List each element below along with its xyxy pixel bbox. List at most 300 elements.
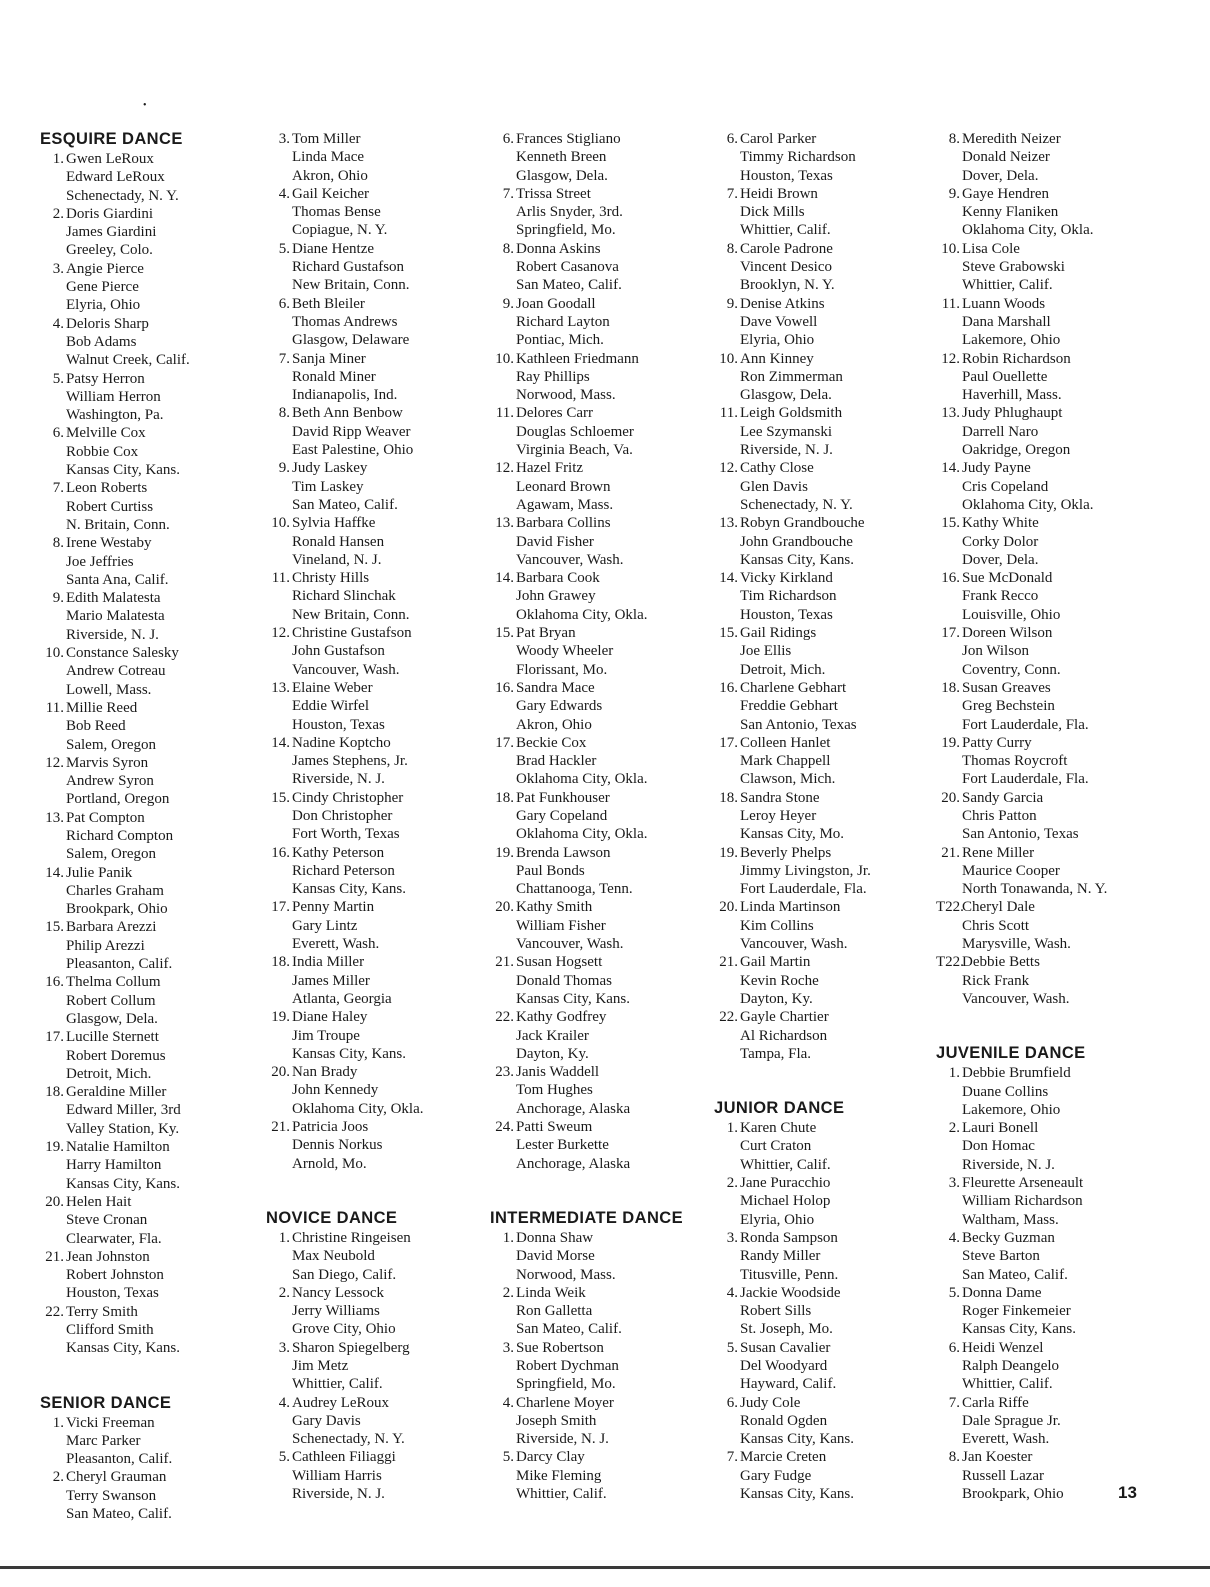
placement-entry bbox=[266, 844, 498, 899]
placement-entry bbox=[266, 898, 498, 953]
hometown: San Antonio, Texas bbox=[740, 716, 857, 733]
placement-entry bbox=[936, 1119, 1168, 1174]
partner-2-name: Philip Arezzi bbox=[66, 937, 145, 954]
partner-2-name: Joe Ellis bbox=[740, 643, 792, 660]
hometown: Titusville, Penn. bbox=[740, 1266, 839, 1283]
placement-number: 3. bbox=[52, 260, 64, 277]
partner-2-name: Richard Compton bbox=[66, 827, 174, 844]
section-spacer bbox=[266, 1173, 498, 1209]
partner-1-name: Nancy Lessock bbox=[292, 1284, 385, 1301]
hometown: Dover, Dela. bbox=[962, 167, 1039, 184]
placement-number: 14. bbox=[495, 570, 514, 587]
placement-entry bbox=[266, 1229, 498, 1284]
hometown: East Palestine, Ohio bbox=[292, 442, 414, 459]
placement-number: 21. bbox=[719, 954, 738, 971]
partner-2-name: Greg Bechstein bbox=[962, 698, 1055, 715]
placement-entry bbox=[490, 624, 722, 679]
partner-2-name: Richard Peterson bbox=[292, 862, 395, 879]
placement-number: 17. bbox=[271, 899, 290, 916]
placement-number: 2. bbox=[52, 205, 64, 222]
placement-number: 12. bbox=[719, 460, 738, 477]
placement-number: 12. bbox=[45, 754, 64, 771]
partner-2-name: Russell Lazar bbox=[962, 1467, 1045, 1484]
placement-entry bbox=[490, 569, 722, 624]
hometown: Washington, Pa. bbox=[66, 407, 164, 424]
placement-entry bbox=[490, 350, 722, 405]
partner-2-name: Woody Wheeler bbox=[516, 643, 614, 660]
partner-1-name: Melville Cox bbox=[66, 425, 146, 442]
partner-2-name: Steve Grabowski bbox=[962, 259, 1065, 276]
partner-2-name: Bob Adams bbox=[66, 333, 137, 350]
hometown: New Britain, Conn. bbox=[292, 606, 410, 623]
partner-2-name: Thomas Roycroft bbox=[962, 753, 1068, 770]
placement-entry bbox=[40, 150, 272, 205]
hometown: North Tonawanda, N. Y. bbox=[962, 881, 1108, 898]
section-title: JUNIOR DANCE bbox=[714, 1099, 845, 1118]
hometown: Norwood, Mass. bbox=[516, 387, 616, 404]
placement-number: 9. bbox=[52, 590, 64, 607]
placement-entry bbox=[266, 679, 498, 734]
partner-2-name: Paul Bonds bbox=[516, 862, 585, 879]
placement-number: 11. bbox=[719, 405, 738, 422]
placement-number: 21. bbox=[45, 1248, 64, 1265]
placement-number: 16. bbox=[45, 974, 64, 991]
placement-entry bbox=[40, 1028, 272, 1083]
partner-1-name: Sandra Mace bbox=[516, 679, 595, 696]
placement-number: 14. bbox=[45, 864, 64, 881]
partner-2-name: Dennis Norkus bbox=[292, 1137, 383, 1154]
placement-number: 18. bbox=[495, 789, 514, 806]
hometown: Vancouver, Wash. bbox=[292, 661, 400, 678]
placement-number: 2. bbox=[502, 1284, 514, 1301]
partner-1-name: Beckie Cox bbox=[516, 734, 587, 751]
hometown: Anchorage, Alaska bbox=[516, 1100, 631, 1117]
placement-number: 4. bbox=[502, 1394, 514, 1411]
placement-number: 7. bbox=[52, 480, 64, 497]
placement-number: 2. bbox=[52, 1469, 64, 1486]
partner-1-name: Gail Keicher bbox=[292, 185, 370, 202]
hometown: Schenectady, N. Y. bbox=[66, 187, 179, 204]
hometown: Kansas City, Kans. bbox=[516, 990, 631, 1007]
hometown: N. Britain, Conn. bbox=[66, 516, 170, 533]
hometown: Riverside, N. J. bbox=[66, 626, 159, 643]
partner-2-name: Lester Burkette bbox=[516, 1137, 609, 1154]
placement-entry bbox=[266, 953, 498, 1008]
placement-number: 7. bbox=[502, 185, 514, 202]
hometown: Vancouver, Wash. bbox=[516, 936, 624, 953]
dance-section bbox=[714, 1099, 946, 1503]
hometown: Houston, Texas bbox=[66, 1285, 159, 1302]
placement-number: 8. bbox=[278, 405, 290, 422]
partner-2-name: Harry Hamilton bbox=[66, 1157, 162, 1174]
hometown: Whittier, Calif. bbox=[740, 222, 831, 239]
column-1 bbox=[40, 130, 272, 1523]
placement-number: 17. bbox=[495, 734, 514, 751]
hometown: Whittier, Calif. bbox=[292, 1376, 383, 1393]
partner-2-name: Robert Casanova bbox=[516, 259, 619, 276]
placement-number: 1. bbox=[278, 1229, 290, 1246]
placement-number: 3. bbox=[278, 1339, 290, 1356]
partner-2-name: Michael Holop bbox=[740, 1193, 831, 1210]
partner-1-name: Heidi Wenzel bbox=[962, 1339, 1044, 1356]
placement-entry bbox=[490, 1284, 722, 1339]
partner-1-name: Donna Askins bbox=[516, 240, 601, 257]
partner-2-name: Kenny Flaniken bbox=[962, 204, 1059, 221]
partner-2-name: Andrew Cotreau bbox=[66, 663, 166, 680]
placement-number: 3. bbox=[502, 1339, 514, 1356]
partner-1-name: Judy Payne bbox=[962, 460, 1031, 477]
partner-2-name: James Giardini bbox=[66, 224, 157, 241]
partner-2-name: Ronald Ogden bbox=[740, 1412, 828, 1429]
hometown: Brooklyn, N. Y. bbox=[740, 277, 835, 294]
partner-1-name: Carol Parker bbox=[740, 131, 817, 147]
partner-1-name: Cheryl Dale bbox=[962, 899, 1035, 916]
placement-number: 17. bbox=[719, 734, 738, 751]
partner-1-name: Leigh Goldsmith bbox=[740, 405, 843, 422]
partner-1-name: Tom Miller bbox=[292, 131, 361, 147]
placement-entry bbox=[936, 1174, 1168, 1229]
placement-entry bbox=[266, 240, 498, 295]
placement-entry bbox=[40, 1193, 272, 1248]
placement-number: 5. bbox=[278, 240, 290, 257]
partner-2-name: Charles Graham bbox=[66, 882, 164, 899]
placement-number: 7. bbox=[278, 350, 290, 367]
section-title: JUVENILE DANCE bbox=[936, 1044, 1086, 1063]
hometown: Everett, Wash. bbox=[292, 936, 380, 953]
partner-1-name: Christine Ringeisen bbox=[292, 1229, 411, 1246]
placement-number: 18. bbox=[45, 1084, 64, 1101]
partner-1-name: Gail Ridings bbox=[740, 625, 817, 642]
dance-section bbox=[266, 1209, 498, 1503]
hometown: Tampa, Fla. bbox=[740, 1045, 812, 1062]
partner-1-name: Pat Bryan bbox=[516, 625, 576, 642]
partner-2-name: Gene Pierce bbox=[66, 279, 139, 296]
placement-entry bbox=[490, 404, 722, 459]
placement-number: 11. bbox=[495, 405, 514, 422]
hometown: Clearwater, Fla. bbox=[66, 1230, 162, 1247]
placement-entry bbox=[40, 644, 272, 699]
partner-1-name: Judy Laskey bbox=[292, 460, 368, 477]
column-3 bbox=[490, 130, 722, 1503]
partner-2-name: James Miller bbox=[292, 972, 370, 989]
partner-2-name: John Kennedy bbox=[292, 1082, 379, 1099]
partner-1-name: Diane Haley bbox=[292, 1009, 368, 1026]
placement-entry bbox=[714, 1174, 946, 1229]
placement-entry bbox=[490, 898, 722, 953]
section-spacer bbox=[714, 1063, 946, 1099]
hometown: Oklahoma City, Okla. bbox=[962, 496, 1094, 513]
partner-1-name: Ronda Sampson bbox=[740, 1229, 838, 1246]
bottom-rule bbox=[0, 1566, 1210, 1569]
hometown: Arnold, Mo. bbox=[292, 1155, 367, 1172]
placement-number: 5. bbox=[948, 1284, 960, 1301]
placement-entry bbox=[490, 1229, 722, 1284]
partner-1-name: Deloris Sharp bbox=[66, 315, 149, 332]
hometown: Louisville, Ohio bbox=[962, 606, 1061, 623]
placement-entry bbox=[490, 1448, 722, 1503]
partner-1-name: Carla Riffe bbox=[962, 1394, 1029, 1411]
hometown: Oklahoma City, Okla. bbox=[962, 222, 1094, 239]
placement-number: 7. bbox=[948, 1394, 960, 1411]
partner-2-name: Richard Gustafson bbox=[292, 259, 405, 276]
partner-2-name: Paul Ouellette bbox=[962, 368, 1048, 385]
hometown: Dayton, Ky. bbox=[740, 990, 813, 1007]
hometown: St. Joseph, Mo. bbox=[740, 1321, 833, 1338]
partner-1-name: Trissa Street bbox=[516, 185, 591, 202]
partner-2-name: Leonard Brown bbox=[516, 478, 611, 495]
partner-1-name: Millie Reed bbox=[66, 699, 138, 716]
hometown: Houston, Texas bbox=[292, 716, 385, 733]
placement-entry bbox=[490, 185, 722, 240]
partner-1-name: Patti Sweum bbox=[516, 1119, 593, 1136]
hometown: Pontiac, Mich. bbox=[516, 332, 604, 349]
placement-number: 20. bbox=[495, 899, 514, 916]
partner-2-name: Vincent Desico bbox=[740, 259, 832, 276]
placement-entry bbox=[40, 205, 272, 260]
partner-2-name: Ralph Deangelo bbox=[962, 1358, 1060, 1374]
placement-entry bbox=[936, 734, 1168, 789]
partner-2-name: James Stephens, Jr. bbox=[292, 753, 408, 770]
hometown: Coventry, Conn. bbox=[962, 661, 1061, 678]
placement-entry bbox=[714, 844, 946, 899]
placement-number: 6. bbox=[726, 131, 738, 147]
placement-number: 24. bbox=[495, 1119, 514, 1136]
partner-2-name: Gary Davis bbox=[292, 1412, 361, 1429]
partner-1-name: Donna Dame bbox=[962, 1284, 1042, 1301]
placement-number: 22. bbox=[719, 1009, 738, 1026]
placement-number: 15. bbox=[271, 789, 290, 806]
partner-1-name: Vicki Freeman bbox=[66, 1414, 155, 1431]
placement-number: 11. bbox=[45, 699, 64, 716]
placement-entry bbox=[40, 534, 272, 589]
placement-entry bbox=[490, 953, 722, 1008]
hometown: Riverside, N. J. bbox=[962, 1156, 1055, 1173]
partner-2-name: Steve Cronan bbox=[66, 1212, 148, 1229]
partner-1-name: Natalie Hamilton bbox=[66, 1139, 170, 1156]
partner-1-name: Frances Stigliano bbox=[516, 131, 621, 147]
placement-number: 6. bbox=[502, 131, 514, 147]
placement-entry bbox=[936, 130, 1168, 185]
partner-2-name: Robbie Cox bbox=[66, 443, 139, 460]
placement-number: 10. bbox=[941, 240, 960, 257]
placement-entry bbox=[490, 1394, 722, 1449]
placement-number: T22. bbox=[936, 899, 964, 916]
partner-1-name: Vicky Kirkland bbox=[740, 570, 833, 587]
placement-number: 17. bbox=[45, 1029, 64, 1046]
placement-entry bbox=[490, 1063, 722, 1118]
partner-1-name: Jan Koester bbox=[962, 1449, 1033, 1466]
section-title: SENIOR DANCE bbox=[40, 1393, 172, 1412]
partner-2-name: Timmy Richardson bbox=[740, 149, 856, 166]
hometown: Elyria, Ohio bbox=[66, 297, 141, 314]
placement-entry bbox=[40, 370, 272, 425]
partner-2-name: Jimmy Livingston, Jr. bbox=[740, 862, 871, 879]
partner-1-name: Angie Pierce bbox=[66, 260, 144, 277]
partner-1-name: Charlene Gebhart bbox=[740, 679, 847, 696]
hometown: Oklahoma City, Okla. bbox=[516, 606, 648, 623]
placement-number: 1. bbox=[726, 1120, 738, 1137]
partner-1-name: Colleen Hanlet bbox=[740, 734, 831, 751]
hometown: Whittier, Calif. bbox=[740, 1156, 831, 1173]
hometown: Dayton, Ky. bbox=[516, 1045, 589, 1062]
partner-2-name: Rick Frank bbox=[962, 972, 1030, 989]
section-title: NOVICE DANCE bbox=[266, 1208, 398, 1227]
partner-1-name: Lisa Cole bbox=[962, 240, 1020, 257]
hometown: Schenectady, N. Y. bbox=[292, 1431, 405, 1448]
partner-2-name: Joe Jeffries bbox=[66, 553, 134, 570]
partner-1-name: Susan Cavalier bbox=[740, 1339, 831, 1356]
hometown: Waltham, Mass. bbox=[962, 1211, 1059, 1228]
placement-entry bbox=[40, 1303, 272, 1358]
partner-1-name: Elaine Weber bbox=[292, 679, 373, 696]
hometown: Elyria, Ohio bbox=[740, 1211, 815, 1228]
placement-entry bbox=[936, 1339, 1168, 1394]
partner-1-name: Sandy Garcia bbox=[962, 789, 1044, 806]
partner-2-name: John Gustafson bbox=[292, 643, 385, 660]
partner-1-name: Judy Phlughaupt bbox=[962, 405, 1063, 422]
partner-2-name: Arlis Snyder, 3rd. bbox=[516, 204, 623, 221]
placement-entry bbox=[714, 295, 946, 350]
hometown: Atlanta, Georgia bbox=[292, 990, 392, 1007]
dance-section bbox=[40, 1394, 272, 1524]
hometown: Salem, Oregon bbox=[66, 846, 156, 863]
partner-1-name: Robin Richardson bbox=[962, 350, 1071, 367]
partner-1-name: Fleurette Arseneault bbox=[962, 1175, 1084, 1192]
partner-2-name: Donald Thomas bbox=[516, 972, 612, 989]
partner-2-name: Randy Miller bbox=[740, 1248, 821, 1265]
placement-number: 20. bbox=[271, 1064, 290, 1081]
hometown: Whittier, Calif. bbox=[962, 1376, 1053, 1393]
hometown: San Mateo, Calif. bbox=[516, 1321, 622, 1338]
partner-1-name: Kathy White bbox=[962, 515, 1039, 532]
partner-1-name: Patsy Herron bbox=[66, 370, 145, 387]
placement-entry bbox=[936, 789, 1168, 844]
hometown: Vineland, N. J. bbox=[292, 551, 382, 568]
placement-number: 14. bbox=[719, 570, 738, 587]
hometown: Glasgow, Delaware bbox=[292, 332, 410, 349]
hometown: San Diego, Calif. bbox=[292, 1266, 397, 1283]
placement-number: 11. bbox=[271, 570, 290, 587]
partner-2-name: Roger Finkemeier bbox=[962, 1303, 1071, 1320]
placement-entry bbox=[40, 1083, 272, 1138]
partner-1-name: Cheryl Grauman bbox=[66, 1469, 167, 1486]
placement-entry bbox=[714, 459, 946, 514]
hometown: Riverside, N. J. bbox=[740, 442, 833, 459]
partner-2-name: Bob Reed bbox=[66, 718, 126, 735]
partner-2-name: Brad Hackler bbox=[516, 753, 597, 770]
partner-2-name: Dick Mills bbox=[740, 204, 805, 221]
hometown: Riverside, N. J. bbox=[292, 1486, 385, 1503]
placement-entry bbox=[266, 569, 498, 624]
placement-number: 21. bbox=[271, 1119, 290, 1136]
placement-entry bbox=[936, 459, 1168, 514]
partner-2-name: Richard Slinchak bbox=[292, 588, 396, 605]
placement-number: 13. bbox=[941, 405, 960, 422]
hometown: Glasgow, Dela. bbox=[516, 167, 608, 184]
partner-1-name: Robyn Grandbouche bbox=[740, 515, 865, 532]
placement-number: 22. bbox=[495, 1009, 514, 1026]
placement-entry bbox=[490, 1118, 722, 1173]
placement-number: 22. bbox=[45, 1303, 64, 1320]
partner-1-name: Darcy Clay bbox=[516, 1449, 585, 1466]
hometown: Vancouver, Wash. bbox=[962, 990, 1070, 1007]
placement-entry bbox=[266, 459, 498, 514]
placement-entry bbox=[490, 1008, 722, 1063]
placement-number: 4. bbox=[278, 1394, 290, 1411]
placement-entry bbox=[40, 589, 272, 644]
placement-entry bbox=[490, 459, 722, 514]
partner-1-name: Kathy Peterson bbox=[292, 844, 385, 861]
hometown: Grove City, Ohio bbox=[292, 1321, 396, 1338]
partner-2-name: Gary Copeland bbox=[516, 807, 608, 824]
placement-number: 13. bbox=[45, 809, 64, 826]
partner-1-name: Rene Miller bbox=[962, 844, 1035, 861]
placement-entry bbox=[266, 1339, 498, 1394]
hometown: Kansas City, Kans. bbox=[66, 1175, 181, 1192]
placement-number: 1. bbox=[52, 151, 64, 167]
partner-2-name: Kim Collins bbox=[740, 917, 814, 934]
placement-entry bbox=[714, 240, 946, 295]
placement-number: 21. bbox=[941, 844, 960, 861]
partner-1-name: Pat Funkhouser bbox=[516, 789, 610, 806]
hometown: Brookpark, Ohio bbox=[66, 901, 168, 918]
placement-entry bbox=[266, 130, 498, 185]
partner-1-name: Carole Padrone bbox=[740, 240, 833, 257]
placement-entry bbox=[936, 1064, 1168, 1119]
partner-1-name: Linda Weik bbox=[516, 1284, 586, 1301]
hometown: Oklahoma City, Okla. bbox=[516, 771, 648, 788]
partner-2-name: Leroy Heyer bbox=[740, 807, 817, 824]
partner-1-name: Jane Puracchio bbox=[740, 1175, 831, 1192]
placement-number: 21. bbox=[495, 954, 514, 971]
placement-entry bbox=[266, 1008, 498, 1063]
placement-number: 8. bbox=[948, 1449, 960, 1466]
partner-2-name: Jim Metz bbox=[292, 1358, 349, 1374]
partner-1-name: Patricia Joos bbox=[292, 1119, 369, 1136]
hometown: San Mateo, Calif. bbox=[66, 1506, 172, 1523]
partner-2-name: Al Richardson bbox=[740, 1027, 828, 1044]
partner-2-name: Curt Craton bbox=[740, 1138, 812, 1155]
placement-number: 3. bbox=[278, 131, 290, 147]
partner-1-name: Gaye Hendren bbox=[962, 185, 1050, 202]
partner-2-name: Cris Copeland bbox=[962, 478, 1049, 495]
hometown: Schenectady, N. Y. bbox=[740, 496, 853, 513]
placement-number: 13. bbox=[719, 515, 738, 532]
partner-1-name: Donna Shaw bbox=[516, 1229, 594, 1246]
partner-2-name: Ron Zimmerman bbox=[740, 368, 843, 385]
placement-number: 13. bbox=[495, 515, 514, 532]
placement-entry bbox=[40, 809, 272, 864]
partner-2-name: John Grawey bbox=[516, 588, 596, 605]
partner-1-name: Penny Martin bbox=[292, 899, 375, 916]
partner-1-name: Diane Hentze bbox=[292, 240, 375, 257]
partner-1-name: Brenda Lawson bbox=[516, 844, 611, 861]
partner-2-name: Gary Edwards bbox=[516, 698, 603, 715]
placement-entry bbox=[714, 514, 946, 569]
hometown: San Mateo, Calif. bbox=[516, 277, 622, 294]
partner-2-name: Tim Laskey bbox=[292, 478, 364, 495]
placement-entry bbox=[936, 185, 1168, 240]
placement-number: 12. bbox=[271, 625, 290, 642]
hometown: Vancouver, Wash. bbox=[516, 551, 624, 568]
partner-2-name: Thomas Andrews bbox=[292, 313, 398, 330]
placement-entry bbox=[714, 1008, 946, 1063]
placement-entry bbox=[936, 350, 1168, 405]
placement-number: 17. bbox=[941, 625, 960, 642]
section-spacer bbox=[40, 1358, 272, 1394]
placement-entry bbox=[936, 240, 1168, 295]
hometown: Walnut Creek, Calif. bbox=[66, 352, 190, 369]
